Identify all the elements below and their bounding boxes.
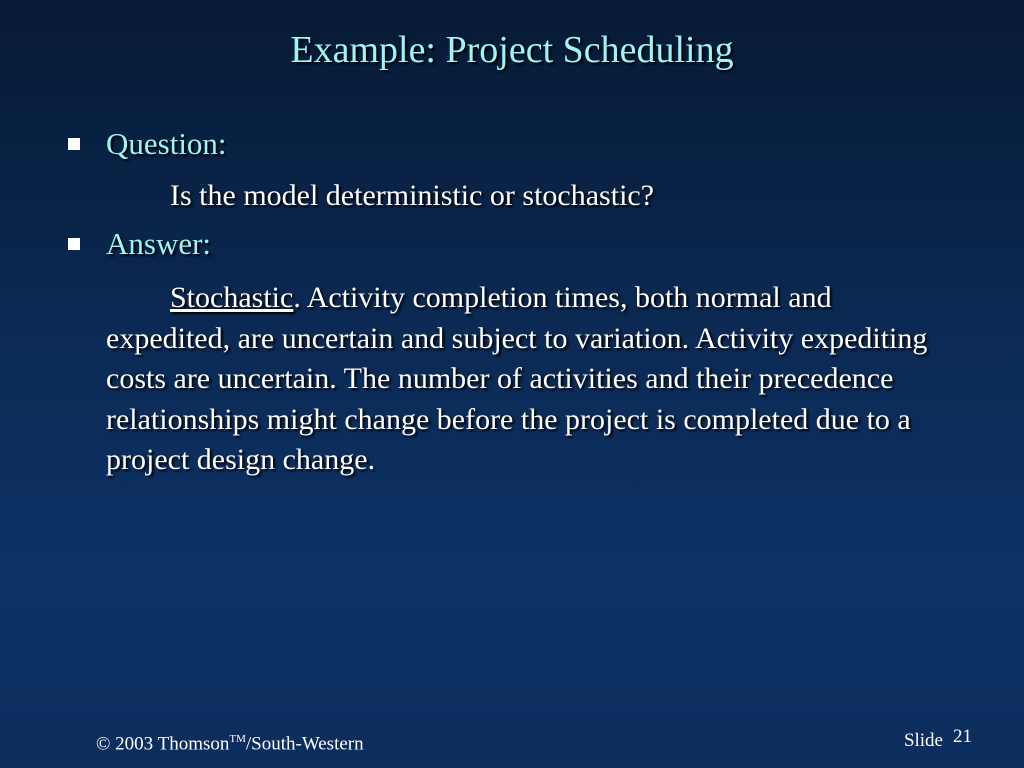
slide-label: Slide bbox=[903, 730, 943, 751]
copyright-prefix: © 2003 Thomson bbox=[96, 733, 230, 755]
trademark-mark: TM bbox=[229, 733, 246, 745]
answer-bullet bbox=[68, 224, 958, 264]
copyright-suffix: /South-Western bbox=[245, 733, 364, 755]
square-bullet-icon bbox=[68, 238, 80, 250]
footer-copyright bbox=[96, 733, 364, 755]
question-bullet bbox=[68, 124, 958, 164]
footer-slide-info bbox=[903, 726, 972, 752]
answer-label: Answer: bbox=[106, 226, 212, 261]
answer-paragraph bbox=[68, 278, 958, 481]
question-text: Is the model deterministic or stochastic? bbox=[170, 179, 655, 212]
question-label: Question: bbox=[106, 126, 227, 161]
slide-content bbox=[68, 124, 958, 481]
square-bullet-icon bbox=[68, 138, 80, 150]
answer-keyword: Stochastic bbox=[170, 281, 294, 314]
answer-text: . Activity completion times, both normal and expedited, are uncertain and subject to variation. Activity expediting costs are uncertain. The number of activities and their precedence relationships might change before the project is completed due to a project design change. bbox=[106, 281, 928, 476]
slide-title: Example: Project Scheduling bbox=[290, 29, 734, 71]
slide-number: 21 bbox=[953, 726, 972, 747]
